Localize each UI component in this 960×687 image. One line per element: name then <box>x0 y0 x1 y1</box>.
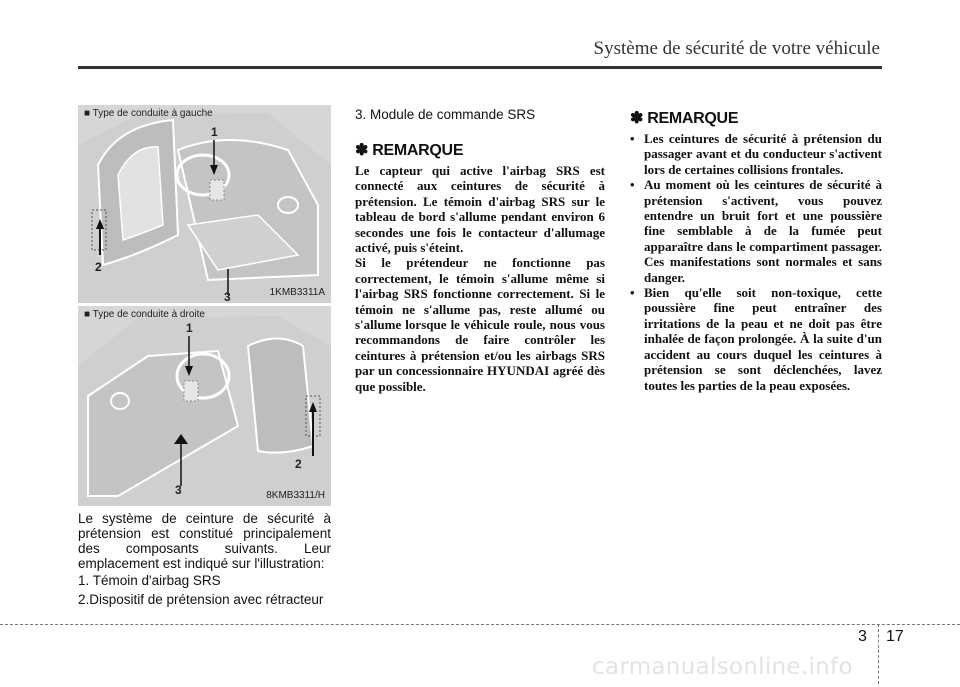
intro-paragraph: Le système de ceinture de sécurité à prétension est constitué principalement des composants suivants. Leur emplacement est indiqué sur l'illustration: <box>78 511 331 571</box>
footer-rule <box>0 624 960 625</box>
callout-1: 1 <box>211 125 218 139</box>
car-interior-illustration-lhd <box>78 105 331 303</box>
figure-caption: ■ Type de conduite à droite <box>84 309 205 320</box>
note-paragraph: Si le prétendeur ne fonctionne pas correctement, le témoin s'allume même si l'airbag SRS fonctionne correctement. Si le témoin ne s'allume pas, reste allumé ou s'allume lorsque le véhicule roule, nous vous recommandons de faire contrôler les ceintures à prétension et/ou les airbags SRS par un concessionnaire HYUNDAI agréé dès que possible. <box>355 255 605 394</box>
page-header-title: Système de sécurité de votre véhicule <box>593 38 880 59</box>
chapter-number: 3 <box>858 628 867 645</box>
note-body <box>355 163 605 394</box>
figure-code: 1KMB3311A <box>269 287 325 298</box>
list-item-1: 1. Témoin d'airbag SRS <box>78 573 221 588</box>
bullet-item: • Bien qu'elle soit non-toxique, cette poussière fine peut entraîner des irritations de la peau et ne doit pas être inhalée de façon prolongée. À la suite d'un accident au cours duquel les ceintures à prétension se sont déclenchées, lavez toutes les parties de la peau exposées. <box>630 285 882 393</box>
footer-divider <box>878 624 879 684</box>
bullet-item: • Les ceintures de sécurité à prétension du passager avant et du conducteur s'activent lors de certaines collisions frontales. <box>630 131 882 177</box>
callout-2: 2 <box>95 260 102 274</box>
figure-caption: ■ Type de conduite à gauche <box>84 108 213 119</box>
callout-3: 3 <box>224 290 231 303</box>
callout-3: 3 <box>175 483 182 497</box>
callout-1: 1 <box>186 321 193 335</box>
note-bullets <box>630 131 882 393</box>
watermark: carmanualsonline.info <box>592 654 853 680</box>
page-number: 17 <box>886 628 904 645</box>
callout-2: 2 <box>295 457 302 471</box>
bullet-item: • Au moment où les ceintures de sécurité à prétension s'activent, vous pouvez entendre un bruit fort et une poussière fine semblable à de la fumée peut apparaître dans le compartiment passager. Ces manifestations sont normales et sans danger. <box>630 177 882 285</box>
figure-left-hand-drive <box>78 105 331 303</box>
figure-code: 8KMB3311/H <box>266 490 325 501</box>
note-title: ✽ REMARQUE <box>355 142 464 159</box>
header-rule <box>78 66 882 69</box>
car-interior-illustration-rhd <box>78 306 331 506</box>
list-item-3: 3. Module de commande SRS <box>355 107 536 122</box>
figure-right-hand-drive <box>78 306 331 506</box>
list-item-2: 2.Dispositif de prétension avec rétracteur <box>78 592 324 607</box>
note-title: ✽ REMARQUE <box>630 110 739 127</box>
note-paragraph: Le capteur qui active l'airbag SRS est connecté aux ceintures de sécurité à prétension. Le témoin d'airbag SRS sur le tableau de bord s'allume pendant environ 6 secondes une fois le contacteur d'allumage activé, puis s'éteint. <box>355 163 605 256</box>
